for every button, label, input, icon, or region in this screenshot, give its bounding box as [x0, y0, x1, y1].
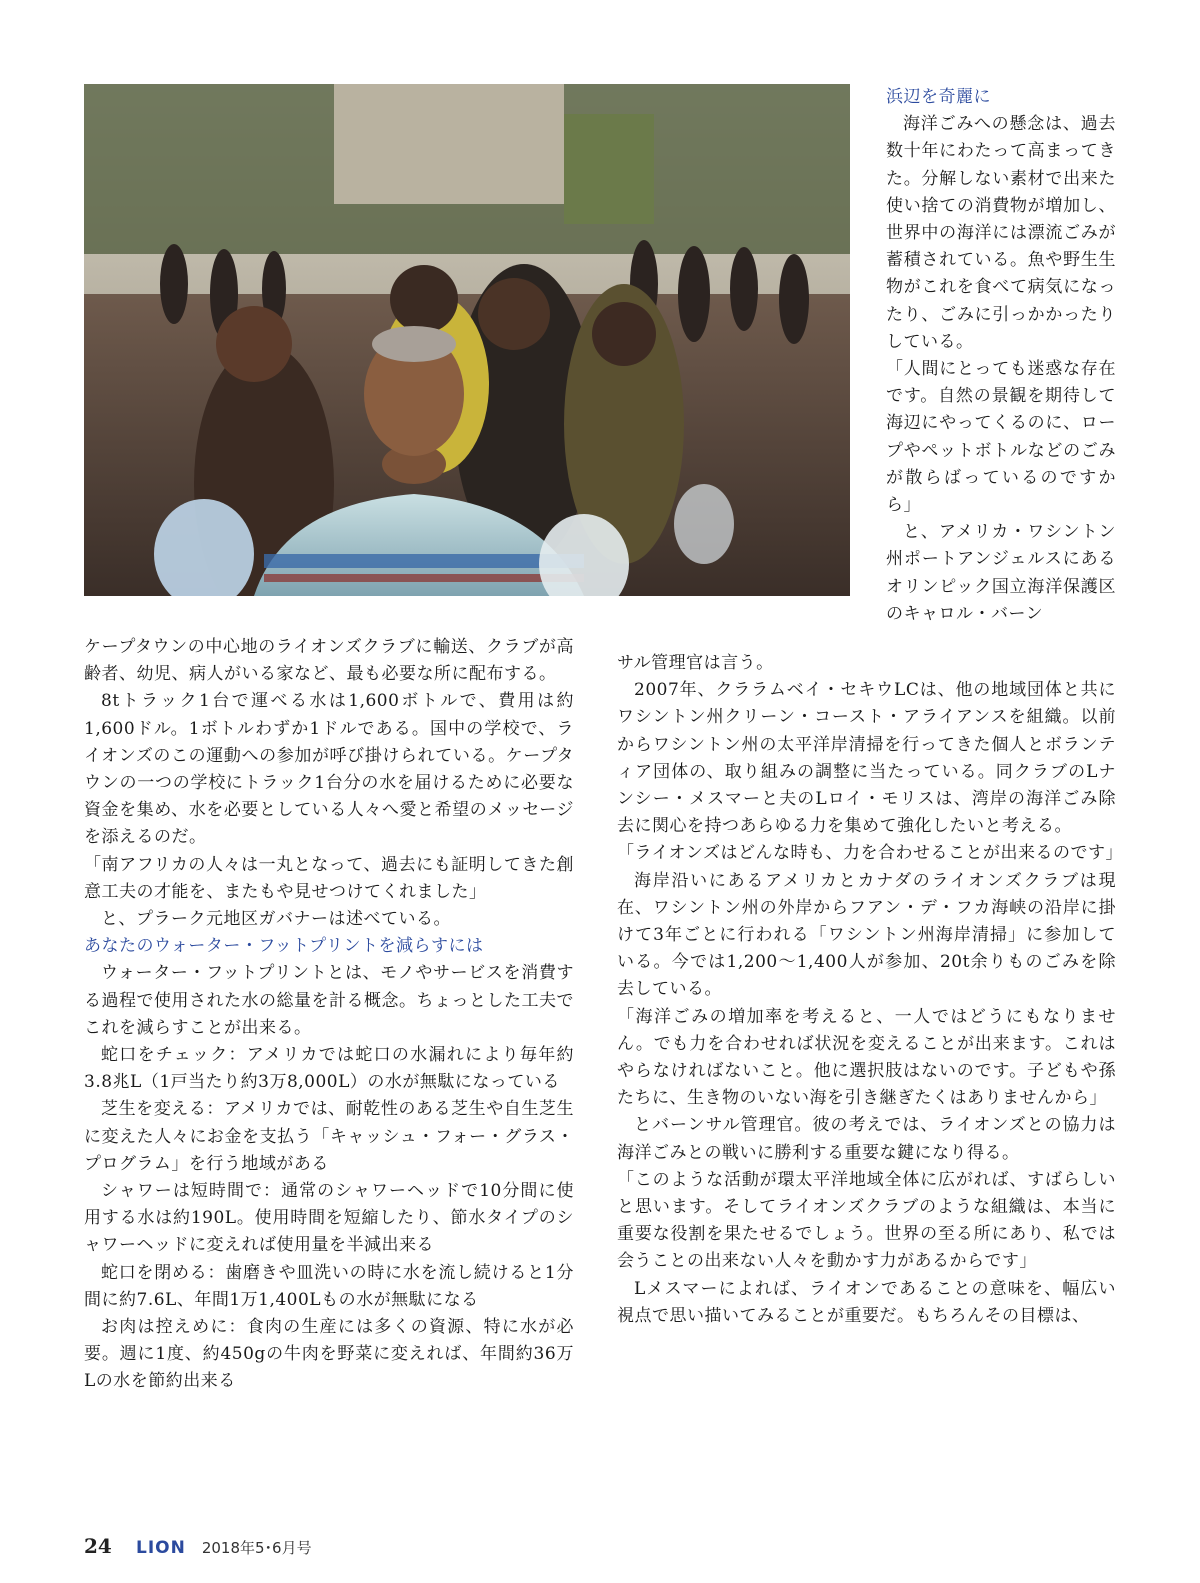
paragraph: とバーンサル管理官。彼の考えでは、ライオンズとの協力は海洋ごみとの戦いに勝利する重要な鍵になり得る。 [617, 1115, 1116, 1163]
paragraph: と、アメリカ・ワシントン州ポートアンジェルスにあるオリンピック国立海洋保護区のキャロル・バーン [886, 522, 1116, 624]
quote-paragraph: 「南アフリカの人々は一丸となって、過去にも証明してきた創意工夫の才能を、またもや見せつけてくれました」 [84, 854, 574, 902]
quote-paragraph: 「海洋ごみの増加率を考えると、一人ではどうにもなりません。でも力を合わせれば状況を変えることが出来ます。これはやらなければないこと。他に選択肢はないのです。子どもや孫たちに、生き物のいない海を引き継ぎたくはありませんから」 [617, 1006, 1116, 1109]
paragraph: サル管理官は言う。 [617, 653, 774, 673]
section-heading-water-footprint: あなたのウォーター・フットプリントを減らすには [84, 936, 484, 957]
paragraph: ケープタウンの中心地のライオンズクラブに輸送、クラブが高齢者、幼児、病人がいる家など、最も必要な所に配布する。 [84, 637, 574, 685]
magazine-name: LION [136, 1538, 186, 1558]
quote-paragraph: 「人間にとっても迷惑な存在です。自然の景観を期待して海辺にやってくるのに、ロープやペットボトルなどのごみが散らばっているのですから」 [886, 359, 1116, 516]
right-column [617, 650, 1123, 1330]
tip-paragraph: 蛇口を閉める：歯磨きや皿洗いの時に水を流し続けると1分間に約7.6L、年間1万1,400Lもの水が無駄になる [84, 1262, 574, 1310]
tip-paragraph: シャワーは短時間で：通常のシャワーヘッドで10分間に使用する水は約190L。使用時間を短縮したり、節水タイプのシャワーヘッドに変えれば使用量を半減出来る [84, 1181, 574, 1256]
page-number: 24 [84, 1534, 112, 1558]
photo-image-icon [84, 84, 850, 596]
tip-paragraph: お肉は控えめに：食肉の生産には多くの資源、特に水が必要。週に1度、約450gの牛肉を野菜に変えれば、年間約36万Lの水を節約出来る [84, 1317, 574, 1392]
paragraph: と、プラーク元地区ガバナーは述べている。 [101, 909, 451, 930]
quote-paragraph: 「このような活動が環太平洋地域全体に広がれば、すばらしいと思います。そしてライオンズクラブのような組織は、本当に重要な役割を果たせるでしょう。世界の至る所にあり、私では会うことの出来ない人々を動かす力があるからです」 [617, 1169, 1116, 1272]
quote-paragraph: 「ライオンズはどんな時も、力を合わせることが出来るのです」 [617, 843, 1123, 864]
issue-date: 2018年5･6月号 [201, 1539, 312, 1557]
right-top-column [886, 84, 1116, 628]
section-heading-clean-beach: 浜辺を奇麗に [886, 87, 991, 107]
paragraph: 2007年、クララムベイ・セキウLCは、他の地域団体と共にワシントン州クリーン・コースト・アライアンスを組織。以前からワシントン州の太平洋岸清掃を行ってきた個人とボランティア団体の、取り組みの調整に当たっている。同クラブのLナンシー・メスマーと夫のLロイ・モリスは、湾岸の海洋ごみ除去に関心を持つあらゆる力を集めて強化したいと考える。 [617, 680, 1116, 837]
paragraph: Lメスマーによれば、ライオンであることの意味を、幅広い視点で思い描いてみることが重要だ。もちろんその目標は、 [617, 1278, 1116, 1326]
paragraph: ウォーター・フットプリントとは、モノやサービスを消費する過程で使用された水の総量を計る概念。ちょっとした工夫でこれを減らすことが出来る。 [84, 963, 574, 1038]
photo-water-queue [84, 84, 850, 596]
paragraph: 海岸沿いにあるアメリカとカナダのライオンズクラブは現在、ワシントン州の外岸からフアン・デ・フカ海峡の沿岸に掛けて3年ごとに行われる「ワシントン州海岸清掃」に参加している。今では1,200〜1,400人が参加、20t余りものごみを除去している。 [617, 870, 1116, 1000]
paragraph: 海洋ごみへの懸念は、過去数十年にわたって高まってきた。分解しない素材で出来た使い捨ての消費物が増加し、世界中の海洋には漂流ごみが蓄積されている。魚や野生生物がこれを食べて病気になったり、ごみに引っかかったりしている。 [886, 114, 1116, 352]
tip-paragraph: 芝生を変える：アメリカでは、耐乾性のある芝生や自生芝生に変えた人々にお金を支払う「キャッシュ・フォー・グラス・プログラム」を行う地域がある [84, 1099, 574, 1174]
page-footer [84, 1534, 312, 1564]
paragraph: 8tトラック1台で運べる水は1,600ボトルで、費用は約1,600ドル。1ボトルわずか1ドルである。国中の学校で、ライオンズのこの運動への参加が呼び掛けられている。ケープタウンの一つの学校にトラック1台分の水を届けるために必要な資金を集め、水を必要としている人々へ愛と希望のメッセージを添えるのだ。 [84, 691, 574, 848]
left-column [84, 634, 574, 1396]
tip-paragraph: 蛇口をチェック：アメリカでは蛇口の水漏れにより毎年約3.8兆L（1戸当たり約3万8,000L）の水が無駄になっている [84, 1045, 574, 1093]
